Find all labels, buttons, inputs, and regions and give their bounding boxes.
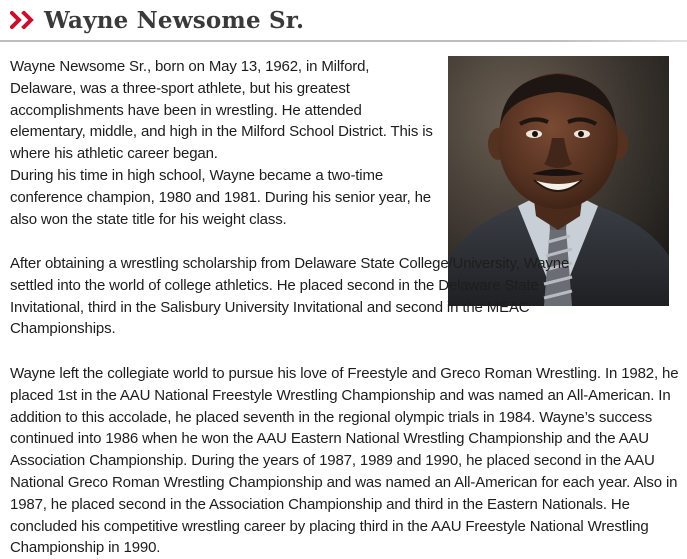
paragraph-high-school: During his time in high school, Wayne became a two-time conference champion, 1980 and 1981. During his senior year, he also won the state title for his weight class. xyxy=(10,167,431,228)
page-title: Wayne Newsome Sr. xyxy=(44,6,305,34)
paragraph-early-life: Wayne Newsome Sr., born on May 13, 1962, in Milford, Delaware, was a three-sport athlete, but his greatest accomplishments have been in wrestling. He attended elementary, middle, and high in the Milford School District. This is where his athletic career began. xyxy=(10,58,433,163)
paragraph-post-collegiate: Wayne left the collegiate world to pursue his love of Freestyle and Greco Roman Wrestling. In 1982, he placed 1st in the AAU National Freestyle Wrestling Championship and was named an All-American. In addition to this accolade, he placed seventh in the regional olympic trials in 1984. Wayne’s success continued into 1986 when he won the AAU Eastern National Wrestling Championship and the AAU Association Championship. During the years of 1987, 1989 and 1990, he placed second in the AAU National Greco Roman Wrestling Championship and was named an All-American for each year. Also in 1987, he placed second in the Association Championship and third in the Eastern Nationals. He concluded his competitive wrestling career by placing third in the AAU Freestyle National Wrestling Championship in 1990. xyxy=(10,365,679,557)
double-chevron-right-icon xyxy=(10,11,36,29)
header-divider xyxy=(0,40,687,42)
paragraph-college: After obtaining a wrestling scholarship from Delaware State College/University, Wayne settled into the world of college athletics. He placed second in the Delaware State Invitational, third in the Salisbury University Invitational and second in the MEAC Championships. xyxy=(10,255,570,338)
page-header xyxy=(10,4,304,36)
